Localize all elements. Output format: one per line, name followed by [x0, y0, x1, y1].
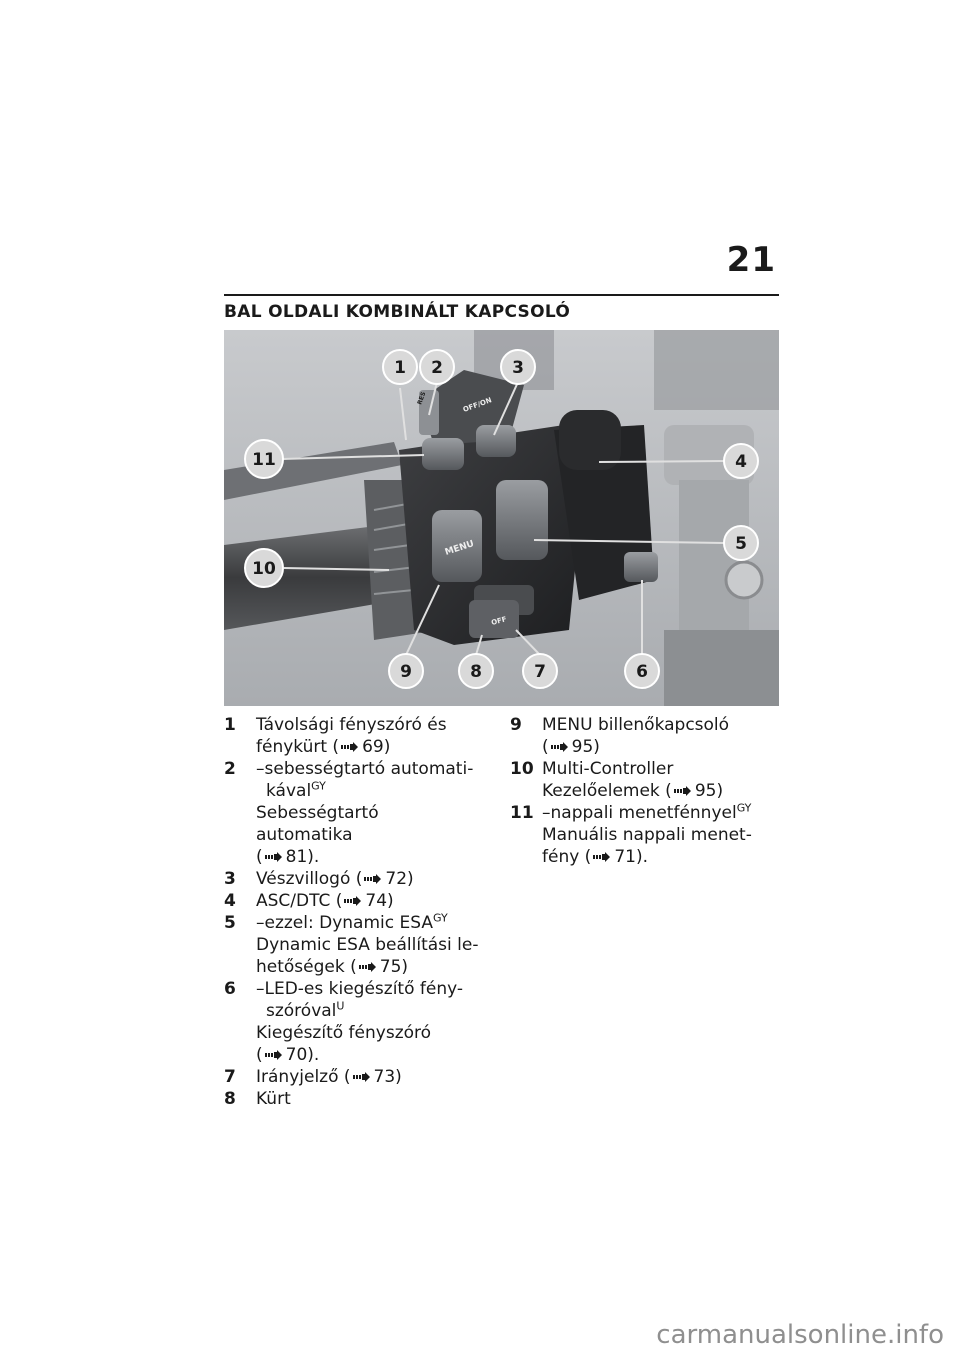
svg-text:3: 3 [512, 358, 524, 378]
item-number: 10 [510, 759, 534, 779]
svg-text:6: 6 [636, 662, 648, 682]
page-ref-arrow-icon [674, 786, 691, 796]
page-ref-arrow-icon [364, 874, 381, 884]
page-ref-arrow-icon [344, 896, 361, 906]
gy-superscript: GY [311, 779, 326, 793]
legend-item-4 [224, 890, 480, 912]
page-ref-arrow-icon [593, 852, 610, 862]
callout-1 [383, 350, 417, 384]
gy-superscript: GY [736, 801, 752, 815]
item-text: MENU billenőkapcsoló [542, 715, 730, 735]
item-text: ( 95) [542, 737, 600, 757]
page-ref[interactable]: 74) [365, 891, 394, 911]
item-text: –nappali menetfénnyel$^{GY}$ [542, 801, 752, 823]
menu-label: MENU [443, 539, 476, 558]
page-ref[interactable]: 70). [285, 1045, 320, 1065]
page-number: 21 [726, 240, 776, 280]
callout-6 [625, 654, 659, 688]
header-rule [224, 294, 779, 296]
item-number: 7 [224, 1067, 236, 1087]
item-number: 8 [224, 1089, 236, 1109]
item-number: 9 [510, 715, 522, 735]
page-ref[interactable]: 95) [694, 781, 724, 801]
item-text: –LED-es kiegészítő fény- [256, 979, 464, 999]
watermark: carmanualsonline.info [656, 1320, 944, 1350]
item-text: hetőségek ( 75) [256, 957, 409, 977]
page-ref[interactable]: 72) [385, 869, 414, 889]
callout-2 [420, 350, 454, 384]
callout-9 [389, 654, 423, 688]
item-text: kával$^{GY}$ [266, 779, 326, 801]
item-text: ( 81). [256, 847, 320, 867]
page-ref-arrow-icon [265, 852, 282, 862]
svg-text:5: 5 [735, 534, 747, 554]
offon-label: OFF/ON [461, 396, 493, 414]
item-text: Multi-Controller [542, 759, 674, 779]
item-text: Irányjelző ( 73) [256, 1067, 402, 1087]
legend-item-11 [510, 802, 780, 868]
callout-10 [245, 549, 283, 587]
svg-text:4: 4 [735, 452, 747, 472]
callout-4 [724, 444, 758, 478]
item-number: 2 [224, 759, 236, 779]
legend-left [224, 714, 480, 1110]
item-number: 4 [224, 891, 236, 911]
legend-item-8 [224, 1088, 480, 1110]
item-text: Dynamic ESA beállítási le- [256, 935, 479, 955]
page-ref-arrow-icon [353, 1072, 370, 1082]
legend-item-1 [224, 714, 480, 758]
item-text: Kiegészítő fényszóró [256, 1023, 432, 1043]
off-label: OFF [490, 615, 508, 627]
item-number: 5 [224, 913, 236, 933]
legend-item-9 [510, 714, 780, 758]
legend-item-10 [510, 758, 780, 802]
callout-7 [523, 654, 557, 688]
legend-right [510, 714, 780, 868]
item-text: fény ( 71). [542, 847, 648, 867]
page-ref[interactable]: 73) [373, 1067, 402, 1087]
item-number: 11 [510, 803, 534, 823]
item-text: Kürt [256, 1089, 291, 1109]
item-text: szóróval$^U$ [266, 999, 345, 1021]
legend-item-2 [224, 758, 480, 868]
callout-5 [724, 526, 758, 560]
item-text: Manuális nappali menet- [542, 825, 752, 845]
u-superscript: U [336, 999, 345, 1013]
switch-illustration [224, 330, 779, 706]
page-ref[interactable]: 81). [285, 847, 320, 867]
item-text: Kezelőelemek ( 95) [542, 781, 724, 801]
item-number: 6 [224, 979, 236, 999]
svg-text:1: 1 [394, 358, 406, 378]
legend-item-3 [224, 868, 480, 890]
item-text: fénykürt ( 69) [256, 737, 391, 757]
svg-text:9: 9 [400, 662, 412, 682]
item-text: ASC/DTC ( 74) [256, 891, 394, 911]
svg-text:8: 8 [470, 662, 482, 682]
item-text: –sebességtartó automati- [256, 759, 474, 779]
legend-item-6 [224, 978, 480, 1066]
item-number: 3 [224, 869, 236, 889]
item-number: 1 [224, 715, 236, 735]
page-ref-arrow-icon [359, 962, 376, 972]
svg-text:11: 11 [252, 450, 276, 470]
svg-text:2: 2 [431, 358, 443, 378]
item-text: Távolsági fényszóró és [256, 715, 447, 735]
legend-item-5 [224, 912, 480, 978]
item-text: ( 70). [256, 1045, 320, 1065]
callout-8 [459, 654, 493, 688]
page-ref[interactable]: 69) [362, 737, 391, 757]
page-ref[interactable]: 71). [614, 847, 648, 867]
item-text: –ezzel: Dynamic $ESA^{GY}$ [256, 911, 448, 933]
gy-superscript: GY [432, 911, 448, 925]
item-text: Vészvillogó ( 72) [256, 869, 414, 889]
legend-item-7 [224, 1066, 480, 1088]
page-ref-arrow-icon [341, 742, 358, 752]
switch-photo [224, 330, 779, 706]
page-ref-arrow-icon [265, 1050, 282, 1060]
svg-text:7: 7 [534, 662, 546, 682]
item-text: Sebességtartó automatika [256, 803, 379, 845]
callout-11 [245, 440, 283, 478]
page-ref-arrow-icon [551, 742, 568, 752]
page-ref[interactable]: 75) [379, 957, 409, 977]
page-ref[interactable]: 95) [571, 737, 600, 757]
callout-3 [501, 350, 535, 384]
res-label: RES [416, 391, 428, 406]
svg-text:10: 10 [252, 559, 276, 579]
section-title: BAL OLDALI KOMBINÁLT KAPCSOLÓ [224, 302, 571, 322]
